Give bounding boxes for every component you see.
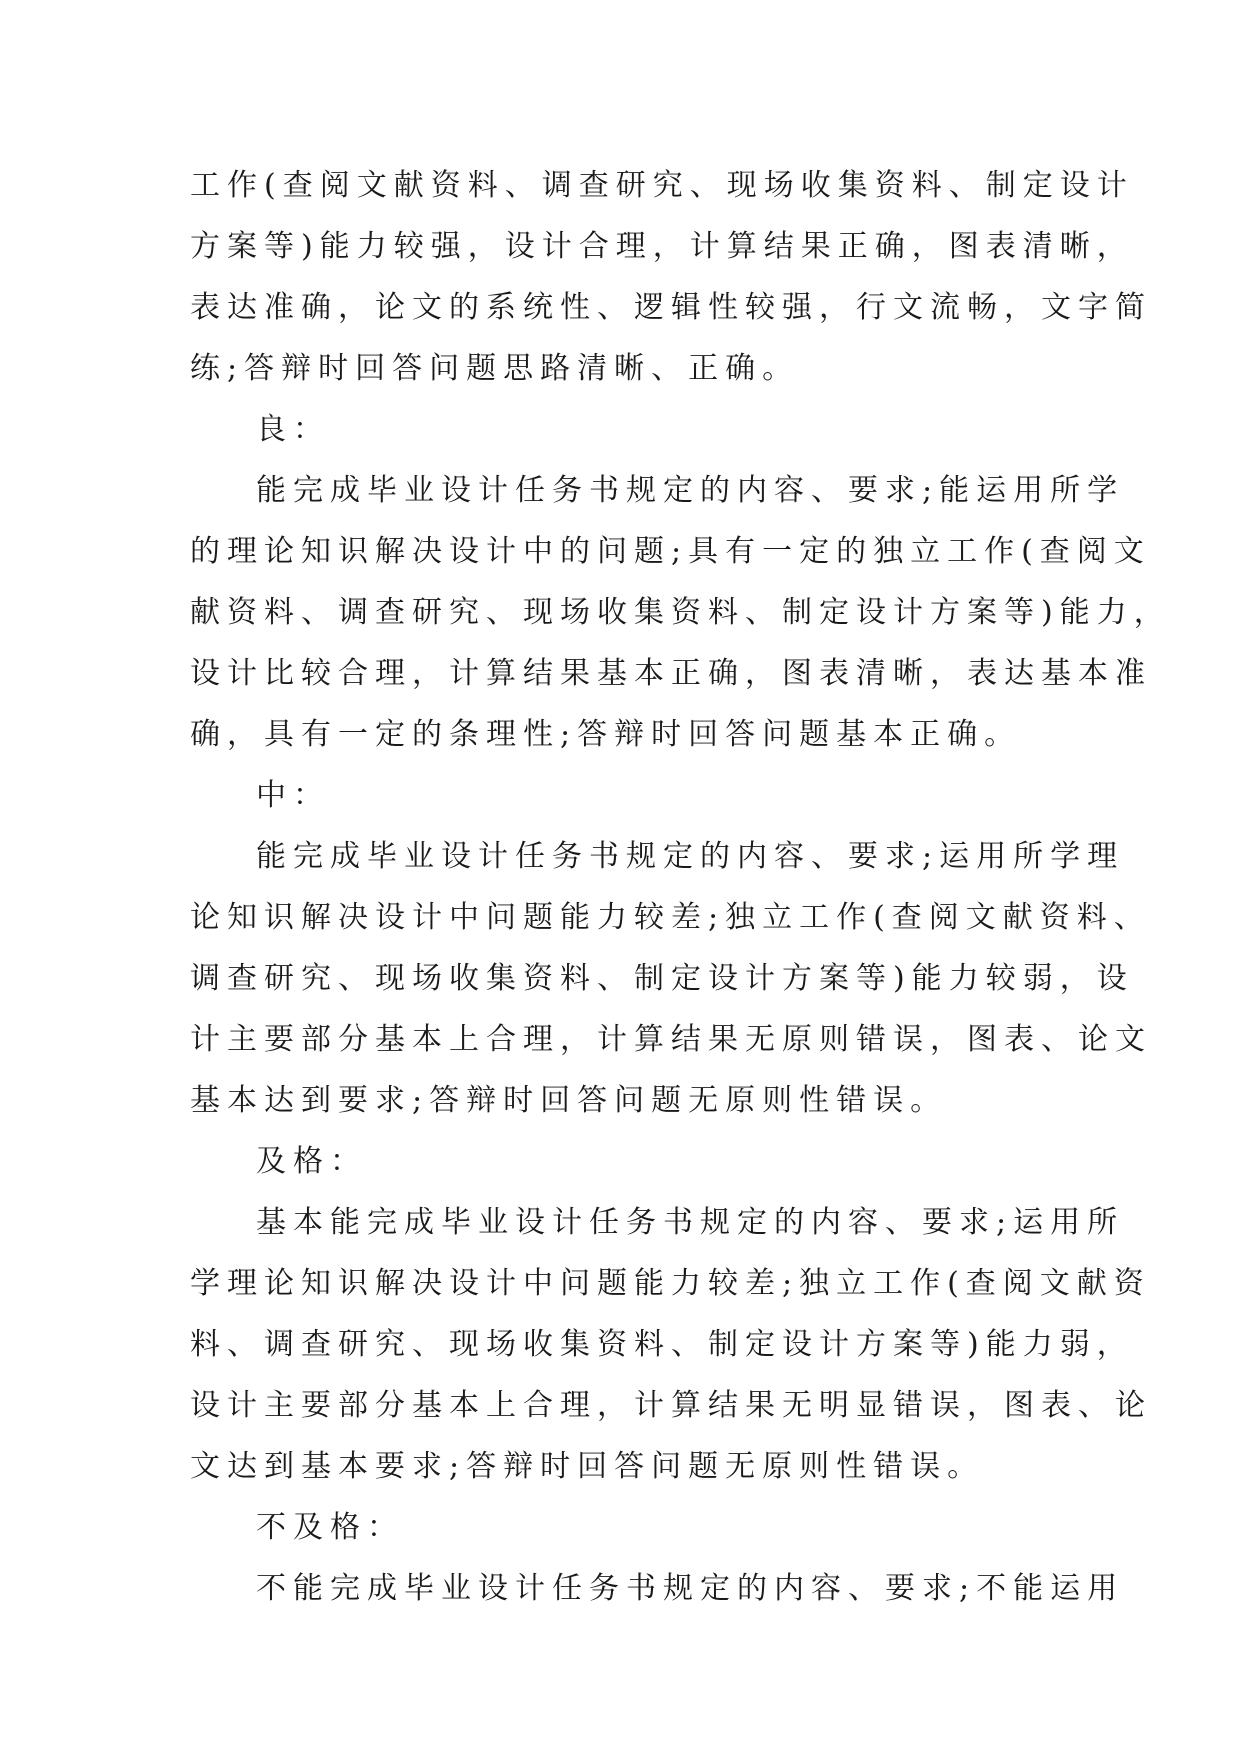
document-body [190,155,1171,1619]
grade-heading-medium: 中： [256,778,330,813]
text-line: 料、调查研究、现场收集资料、制定设计方案等)能力弱， [190,1327,1134,1362]
grade-heading-pass: 及格： [256,1144,367,1179]
text-line: 表达准确，论文的系统性、逻辑性较强，行文流畅，文字简 [190,290,1152,325]
text-line: 能完成毕业设计任务书规定的内容、要求;能运用所学 [256,473,1125,508]
text-line: 的理论知识解决设计中的问题;具有一定的独立工作(查阅文 [190,534,1151,569]
text-line: 计主要部分基本上合理，计算结果无原则错误，图表、论文 [190,1022,1152,1057]
text-line: 学理论知识解决设计中问题能力较差;独立工作(查阅文献资 [190,1266,1151,1301]
text-line: 基本能完成毕业设计任务书规定的内容、要求;运用所 [256,1205,1125,1240]
text-line: 确，具有一定的条理性;答辩时回答问题基本正确。 [190,717,1022,752]
grade-heading-good: 良： [256,412,330,447]
text-line: 调查研究、现场收集资料、制定设计方案等)能力较弱，设 [190,961,1134,996]
text-line: 设计比较合理，计算结果基本正确，图表清晰，表达基本准 [190,656,1152,691]
text-line: 工作(查阅文献资料、调查研究、现场收集资料、制定设计 [190,168,1134,203]
text-line: 设计主要部分基本上合理，计算结果无明显错误，图表、论 [190,1388,1152,1423]
text-line: 能完成毕业设计任务书规定的内容、要求;运用所学理 [256,839,1125,874]
text-line: 不能完成毕业设计任务书规定的内容、要求;不能运用 [256,1571,1125,1606]
text-line: 论知识解决设计中问题能力较差;独立工作(查阅文献资料、 [190,900,1151,935]
text-line: 文达到基本要求;答辩时回答问题无原则性错误。 [190,1449,985,1484]
text-line: 练;答辩时回答问题思路清晰、正确。 [190,351,800,386]
text-line: 献资料、调查研究、现场收集资料、制定设计方案等)能力， [190,595,1171,630]
text-line: 方案等)能力较强，设计合理，计算结果正确，图表清晰， [190,229,1134,264]
grade-heading-fail: 不及格： [256,1510,404,1545]
text-line: 基本达到要求;答辩时回答问题无原则性错误。 [190,1083,948,1118]
